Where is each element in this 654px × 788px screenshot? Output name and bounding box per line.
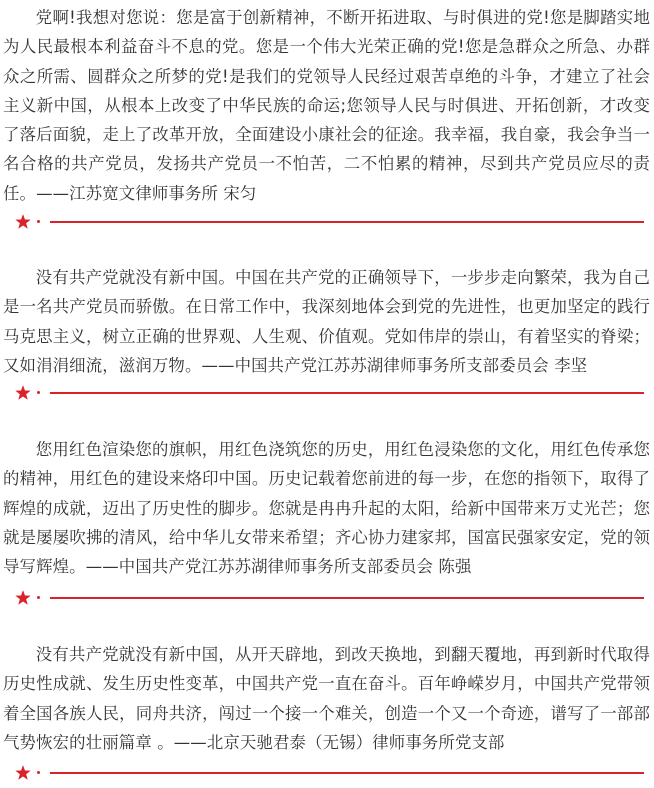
divider-line: [50, 221, 644, 223]
testimonial-text: 党啊!我想对您说：您是富于创新精神，不断开拓进取、与时俱进的党!您是脚踏实地为人民最根本利益奋斗不息的党。您是一个伟大光荣正确的党!您是急群众之所急、办群众之所需、圆群众之所梦的党!是我们的党领导人民经过艰苦卓绝的斗争，才建立了社会主义新中国，从根本上改变了中华民族的命运;您领导人民与时俱进、开拓创新，才改变了落后面貌，走上了改革开放，全面建设小康社会的征途。我幸福，我自豪，我会争当一名合格的共产党员，发扬共产党员一不怕苦，二不怕累的精神，尽到共产党员应尽的责任。——江苏宽文律师事务所 宋匀: [3, 8, 650, 203]
section-divider: [0, 589, 654, 607]
testimonial-text: 您用红色渲染您的旗帜，用红色浇筑您的历史，用红色浸染您的文化，用红色传承您的精神，用红色的建设来烙印中国。历史记载着您前进的每一步，在您的指领下，取得了辉煌的成就，迈出了历史性的脚步。您就是冉冉升起的太阳，给新中国带来万丈光芒；您就是屡屡吹拂的清风，给中华儿女带来希望；齐心协力建家邦，国富民强家安定，党的领导写辉煌。——中国共产党江苏苏湖律师事务所支部委员会 陈强: [3, 440, 650, 577]
red-star-icon: [14, 589, 32, 607]
section-divider: [0, 384, 654, 402]
testimonial-text: 没有共产党就没有新中国。中国在共产党的正确领导下，一步步走向繁荣，我为自己是一名共产党员而骄傲。在日常工作中，我深刻地体会到党的先进性，也更加坚定的践行马克思主义，树立正确的世界观、人生观、价值观。党如伟岸的崇山，有着坚实的脊梁；又如涓涓细流，滋润万物。——中国共产党江苏苏湖律师事务所支部委员会 李坚: [3, 268, 650, 375]
divider-line: [50, 597, 644, 599]
testimonial-2: [0, 263, 654, 380]
divider-line: [50, 392, 644, 394]
testimonial-4: [0, 640, 654, 757]
testimonial-1: [0, 3, 654, 208]
divider-dot: [37, 771, 40, 774]
testimonial-text: 没有共产党就没有新中国，从开天辟地，到改天换地，到翻天覆地，再到新时代取得历史性成就、发生历史性变革，中国共产党一直在奋斗。百年峥嵘岁月，中国共产党带领着全国各族人民，同舟共济，闯过一个接一个难关，创造一个又一个奇迹，谱写了一部部气势恢宏的壮丽篇章 。——北京天驰君泰（无锡）律师事务所党支部: [3, 645, 650, 752]
testimonial-3: [0, 435, 654, 581]
red-star-icon: [14, 213, 32, 231]
red-star-icon: [14, 384, 32, 402]
divider-line: [50, 772, 644, 774]
red-star-icon: [14, 764, 32, 782]
section-divider: [0, 764, 654, 782]
divider-dot: [37, 220, 40, 223]
divider-dot: [37, 596, 40, 599]
section-divider: [0, 213, 654, 231]
divider-dot: [37, 391, 40, 394]
